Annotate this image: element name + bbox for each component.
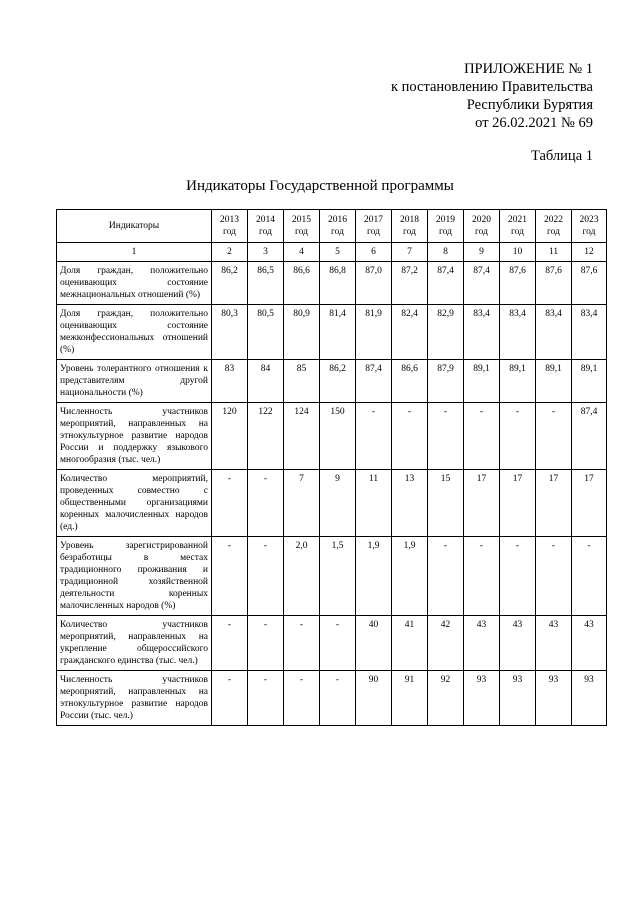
column-number: 11 [536,243,572,262]
year-unit: год [439,227,452,237]
year-value: 2016 [328,215,347,225]
indicator-value: 86,6 [392,360,428,403]
indicator-value: 89,1 [572,360,607,403]
indicator-value: 83,4 [536,305,572,360]
document-title: Индикаторы Государственной программы [186,178,454,194]
header-year-8 [500,210,536,243]
indicator-value: 87,4 [464,262,500,305]
indicator-value: 87,4 [428,262,464,305]
indicator-value: 9 [320,470,356,537]
year-value: 2014 [256,215,275,225]
table-row [57,671,607,726]
indicator-value: - [284,616,320,671]
indicator-value: - [500,537,536,616]
indicator-value: 83,4 [464,305,500,360]
header-year-5 [392,210,428,243]
year-value: 2019 [436,215,455,225]
indicator-value: - [248,616,284,671]
header-year-7 [464,210,500,243]
indicator-name: Количество мероприятий, проведенных совместно с общественными организациями коренных малочисленных народов (ед.) [57,470,212,537]
indicator-value: 93 [572,671,607,726]
indicator-value: 86,6 [284,262,320,305]
indicator-value: 92 [428,671,464,726]
indicator-value: 120 [212,403,248,470]
indicator-value: 43 [572,616,607,671]
year-unit: год [511,227,524,237]
column-number: 8 [428,243,464,262]
indicator-value: 87,9 [428,360,464,403]
year-unit: год [331,227,344,237]
table-row [57,360,607,403]
year-value: 2015 [292,215,311,225]
year-unit: год [403,227,416,237]
year-value: 2023 [579,215,599,225]
header-year-1 [248,210,284,243]
indicator-value: - [464,403,500,470]
indicator-value: 93 [500,671,536,726]
table-row [57,616,607,671]
indicator-value: - [320,616,356,671]
year-value: 2018 [400,215,419,225]
indicator-value: - [356,403,392,470]
column-number: 9 [464,243,500,262]
indicator-value: 17 [572,470,607,537]
indicator-value: 83 [212,360,248,403]
table-row [57,262,607,305]
indicator-value: 93 [536,671,572,726]
indicator-value: - [500,403,536,470]
indicator-value: - [248,470,284,537]
year-value: 2022 [544,215,563,225]
indicator-value: 43 [536,616,572,671]
year-unit: год [582,227,596,237]
indicator-value: 15 [428,470,464,537]
indicator-value: - [536,537,572,616]
indicator-value: 80,9 [284,305,320,360]
indicator-value: - [248,671,284,726]
indicator-value: 43 [464,616,500,671]
year-unit: год [259,227,272,237]
indicator-name: Численность участников мероприятий, направленных на этнокультурное развитие народов России и поддержку языкового многообразия (тыс. чел.) [57,403,212,470]
indicator-value: 83,4 [500,305,536,360]
column-number: 3 [248,243,284,262]
year-unit: год [547,227,560,237]
indicator-value: 81,9 [356,305,392,360]
header-year-6 [428,210,464,243]
indicator-value: 91 [392,671,428,726]
header-year-10 [572,210,607,243]
indicator-value: 86,8 [320,262,356,305]
table-header-row [57,210,607,243]
indicator-value: 90 [356,671,392,726]
appendix-title: ПРИЛОЖЕНИЕ № 1 [464,61,593,77]
header-year-4 [356,210,392,243]
column-number: 6 [356,243,392,262]
indicator-value: - [320,671,356,726]
table-row [57,537,607,616]
indicator-value: 85 [284,360,320,403]
indicator-value: 82,4 [392,305,428,360]
indicator-value: 87,4 [572,403,607,470]
indicator-value: - [212,671,248,726]
indicator-value: 89,1 [536,360,572,403]
indicator-value: 1,9 [392,537,428,616]
header-year-0 [212,210,248,243]
column-number: 4 [284,243,320,262]
indicator-value: 93 [464,671,500,726]
column-number: 7 [392,243,428,262]
header-year-2 [284,210,320,243]
indicator-value: 2,0 [284,537,320,616]
indicator-name: Доля граждан, положительно оценивающих состояние межнациональных отношений (%) [57,262,212,305]
indicator-value: 1,9 [356,537,392,616]
indicator-value: - [464,537,500,616]
indicator-value: - [572,537,607,616]
indicator-value: 80,5 [248,305,284,360]
indicator-value: 150 [320,403,356,470]
year-value: 2020 [472,215,491,225]
header-year-9 [536,210,572,243]
column-number: 5 [320,243,356,262]
appendix-line-2: к постановлению Правительства [391,79,593,95]
indicator-value: 82,9 [428,305,464,360]
indicator-name: Численность участников мероприятий, направленных на этнокультурное развитие народов России (тыс. чел.) [57,671,212,726]
indicator-value: 17 [536,470,572,537]
year-value: 2021 [508,215,527,225]
appendix-header [391,60,593,132]
indicator-value: 86,5 [248,262,284,305]
indicators-table [56,209,607,726]
indicator-value: 43 [500,616,536,671]
indicator-value: 80,3 [212,305,248,360]
indicator-value: 124 [284,403,320,470]
indicator-value: 84 [248,360,284,403]
table-label: Таблица 1 [530,148,593,164]
indicator-value: 87,2 [392,262,428,305]
indicator-value: 86,2 [320,360,356,403]
year-value: 2013 [220,215,239,225]
indicator-value: 13 [392,470,428,537]
header-year-3 [320,210,356,243]
column-number-row [57,243,607,262]
indicator-value: - [536,403,572,470]
indicator-value: - [248,537,284,616]
indicator-value: 83,4 [572,305,607,360]
indicator-value: 87,6 [536,262,572,305]
indicator-value: - [392,403,428,470]
indicator-name: Количество участников мероприятий, направленных на укрепление общероссийского гражданского единства (тыс. чел.) [57,616,212,671]
year-unit: год [475,227,488,237]
indicator-value: 122 [248,403,284,470]
year-unit: год [295,227,308,237]
indicator-value: 87,6 [500,262,536,305]
indicator-value: - [212,470,248,537]
indicator-value: - [212,616,248,671]
indicator-value: 89,1 [500,360,536,403]
indicator-value: - [212,537,248,616]
year-unit: год [223,227,236,237]
year-value: 2017 [364,215,383,225]
year-unit: год [367,227,380,237]
indicator-name: Уровень зарегистрированной безработицы в местах традиционного проживания и традиционной хозяйственной деятельности коренных малочисленных народов (%) [57,537,212,616]
indicator-value: - [428,403,464,470]
appendix-line-3: Республики Бурятия [466,97,593,113]
indicator-value: 11 [356,470,392,537]
table-row [57,403,607,470]
indicator-value: - [428,537,464,616]
column-number: 2 [212,243,248,262]
indicator-name: Доля граждан, положительно оценивающих состояние межконфессиональных отношений (%) [57,305,212,360]
indicator-value: 86,2 [212,262,248,305]
indicator-value: 17 [500,470,536,537]
indicator-value: 7 [284,470,320,537]
indicator-value: 42 [428,616,464,671]
column-number: 12 [572,243,607,262]
indicator-value: 87,0 [356,262,392,305]
indicator-value: 81,4 [320,305,356,360]
indicator-value: 89,1 [464,360,500,403]
header-indicators: Индикаторы [57,210,212,243]
appendix-date: от 26.02.2021 № 69 [475,115,593,131]
indicator-value: - [284,671,320,726]
indicator-value: 17 [464,470,500,537]
column-number: 10 [500,243,536,262]
indicator-value: 87,6 [572,262,607,305]
indicator-name: Уровень толерантного отношения к представителям другой национальности (%) [57,360,212,403]
column-number: 1 [57,243,212,262]
indicator-value: 41 [392,616,428,671]
table-row [57,305,607,360]
indicator-value: 40 [356,616,392,671]
indicator-value: 87,4 [356,360,392,403]
indicator-value: 1,5 [320,537,356,616]
table-row [57,470,607,537]
